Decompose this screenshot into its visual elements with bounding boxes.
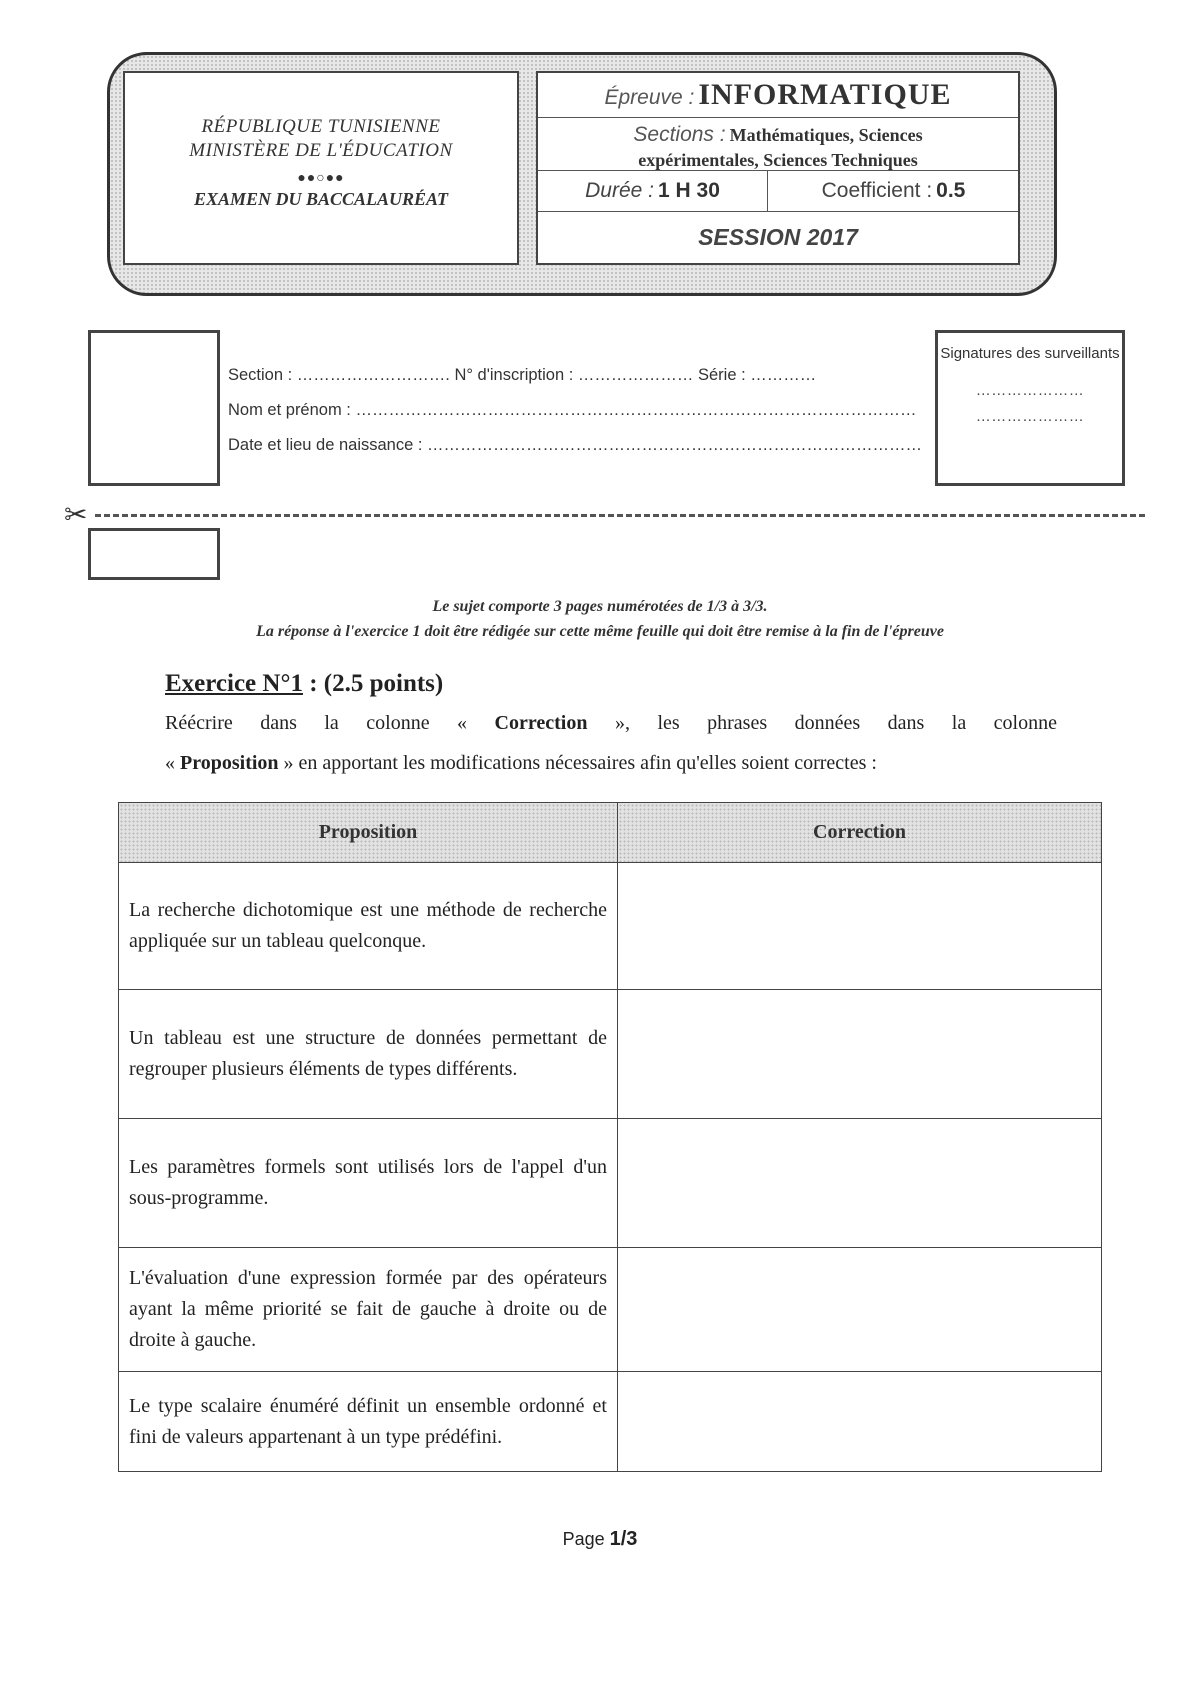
- exercise-number: Exercice N°1: [165, 670, 303, 697]
- sections-row: [538, 118, 1018, 171]
- decorative-dots: ●●○●●: [297, 171, 345, 186]
- correction-cell[interactable]: [618, 1119, 1102, 1248]
- proposition-cell: Le type scalaire énuméré définit un ensemble ordonné et fini de valeurs appartenant à un type prédéfini.: [119, 1372, 618, 1472]
- table-row: [119, 1372, 1102, 1472]
- header-proposition: Proposition: [119, 803, 618, 863]
- exercise-instruction-line-2: « Proposition » en apportant les modifications nécessaires afin qu'elles soient correctes :: [165, 752, 877, 774]
- duration-value: 1 H 30: [658, 179, 720, 202]
- duration-label: Durée :: [585, 179, 654, 202]
- sections-value-2: expérimentales, Sciences Techniques: [638, 150, 918, 170]
- duration-row: [538, 171, 1018, 212]
- table-row: [119, 1248, 1102, 1372]
- signatures-title: Signatures des surveillants: [940, 345, 1120, 362]
- ministry-label: MINISTÈRE DE L'ÉDUCATION: [189, 140, 453, 161]
- table-row: [119, 1119, 1102, 1248]
- exam-label: EXAMEN DU BACCALAURÉAT: [193, 189, 449, 209]
- coefficient-value: 0.5: [936, 179, 966, 202]
- proposition-cell: Les paramètres formels sont utilisés lors de l'appel d'un sous-programme.: [119, 1119, 618, 1248]
- signature-line-1: …………………: [975, 382, 1085, 399]
- correction-cell[interactable]: [618, 990, 1102, 1119]
- table-row: [119, 990, 1102, 1119]
- section-registration-line[interactable]: Section : ………………………. N° d'inscription : ………………… Série : …………: [228, 366, 817, 384]
- sections-label: Sections :: [633, 123, 726, 146]
- exercise-title: [165, 670, 443, 698]
- subject-row: [538, 73, 1018, 118]
- cut-line: [95, 514, 1145, 517]
- republic-label: RÉPUBLIQUE TUNISIENNE: [201, 116, 441, 137]
- coefficient-cell: [769, 171, 1018, 211]
- ministry-block: [123, 71, 519, 265]
- correction-cell[interactable]: [618, 1248, 1102, 1372]
- exercise-points: : (2.5 points): [302, 670, 444, 697]
- correction-table: [118, 802, 1102, 1472]
- table-row: [119, 863, 1102, 990]
- supervisor-signatures-box: [935, 330, 1125, 486]
- proposition-cell: Un tableau est une structure de données permettant de regrouper plusieurs éléments de types différents.: [119, 990, 618, 1119]
- proposition-cell: L'évaluation d'une expression formée par des opérateurs ayant la même priorité se fait de gauche à droite ou de droite à gauche.: [119, 1248, 618, 1372]
- correction-cell[interactable]: [618, 863, 1102, 990]
- subject-value: INFORMATIQUE: [698, 78, 952, 111]
- coefficient-label: Coefficient :: [821, 179, 933, 202]
- instruction-pages: Le sujet comporte 3 pages numérotées de 1/3 à 3/3.: [432, 598, 768, 615]
- exercise-instruction-line-1: Réécrire dans la colonne « Correction », les phrases données dans la colonne: [165, 712, 1057, 734]
- duration-cell: [538, 171, 768, 211]
- signature-line-2: …………………: [975, 408, 1085, 425]
- anonymous-number-box: [88, 528, 220, 580]
- scissors-icon: ✂: [64, 500, 88, 531]
- page-number: Page 1/3: [562, 1528, 638, 1550]
- birth-line[interactable]: Date et lieu de naissance : ………………………………………………………………………………: [228, 436, 923, 454]
- session-label: SESSION 2017: [698, 224, 858, 250]
- candidate-number-box: [88, 330, 220, 486]
- instruction-answer: La réponse à l'exercice 1 doit être rédigée sur cette même feuille qui doit être remise à la fin de l'épreuve: [256, 623, 944, 640]
- subject-label: Épreuve :: [604, 86, 695, 109]
- name-line[interactable]: Nom et prénom : …………………………………………………………………………………………: [228, 401, 917, 419]
- proposition-cell: La recherche dichotomique est une méthode de recherche appliquée sur un tableau quelconque.: [119, 863, 618, 990]
- sections-value-1: Mathématiques, Sciences: [729, 125, 923, 145]
- header-correction: Correction: [618, 803, 1102, 863]
- correction-cell[interactable]: [618, 1372, 1102, 1472]
- exam-info-block: [536, 71, 1020, 265]
